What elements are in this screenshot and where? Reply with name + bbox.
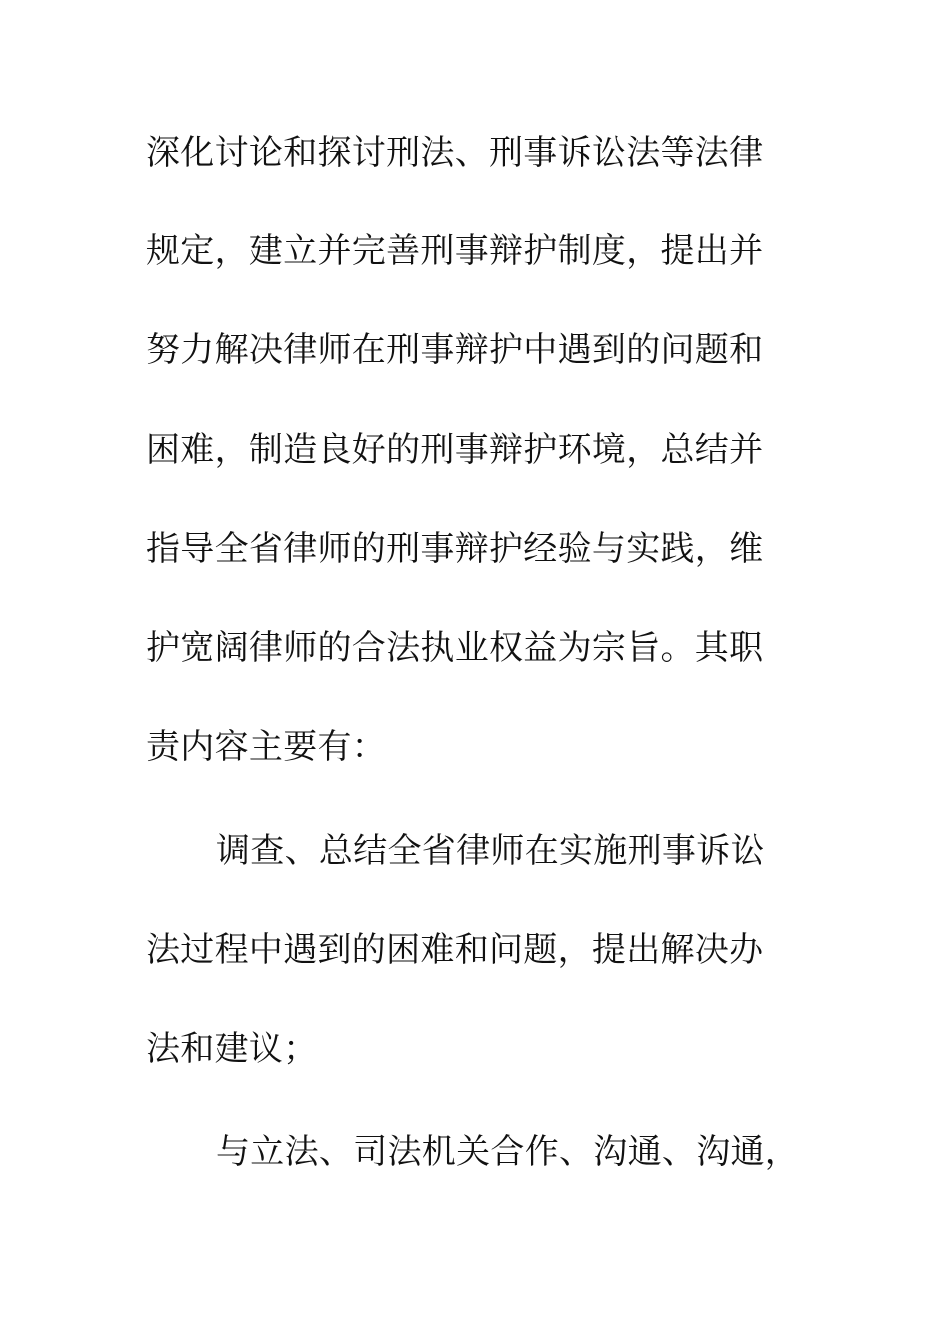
text-line-6: 护宽阔律师的合法执业权益为宗旨。其职 [146, 628, 764, 668]
text-line-11: 与立法、司法机关合作、沟通、沟通， [216, 1132, 800, 1172]
text-line-9: 法过程中遇到的困难和问题，提出解决办 [146, 930, 764, 970]
text-line-4: 困难，制造良好的刑事辩护环境，总结并 [146, 430, 764, 470]
text-line-7: 责内容主要有： [146, 727, 387, 767]
text-line-5: 指导全省律师的刑事辩护经验与实践，维 [146, 529, 764, 569]
text-line-10: 法和建议； [146, 1029, 318, 1069]
text-line-3: 努力解决律师在刑事辩护中遇到的问题和 [146, 330, 764, 370]
text-line-1: 深化讨论和探讨刑法、刑事诉讼法等法律 [146, 133, 764, 173]
text-line-2: 规定，建立并完善刑事辩护制度，提出并 [146, 231, 764, 271]
text-line-8: 调查、总结全省律师在实施刑事诉讼 [216, 831, 765, 871]
